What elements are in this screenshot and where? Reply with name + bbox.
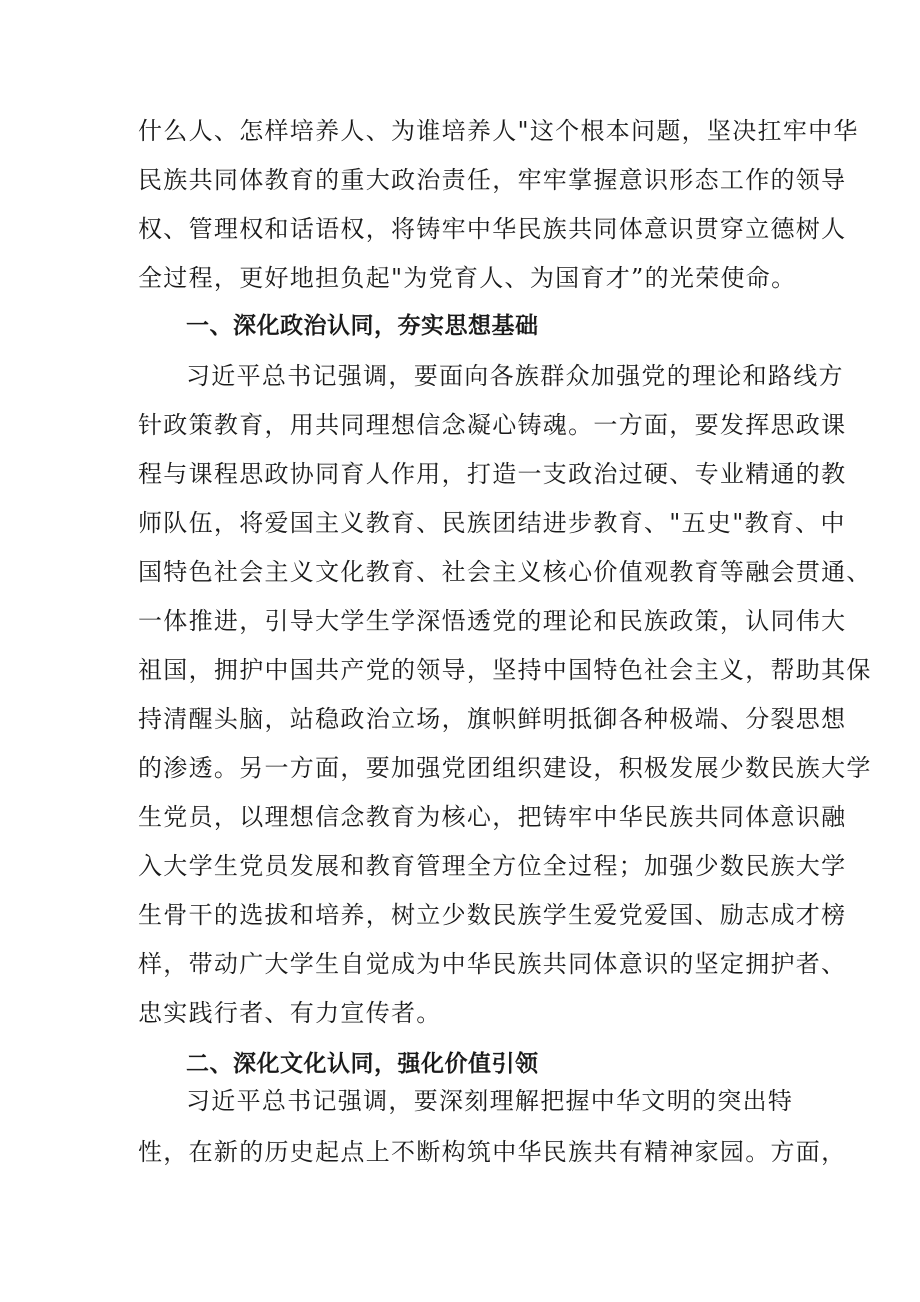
- text-line: 民族共同体教育的重大政治责任，牢牢掌握意识形态工作的领导: [138, 166, 847, 194]
- text-line: 的渗透。另一方面，要加强党团组织建设，积极发展少数民族大学: [138, 754, 872, 782]
- text-line: 忠实践行者、有力宣传者。: [138, 999, 442, 1027]
- text-line: 国特色社会主义文化教育、社会主义核心价值观教育等融会贯通、: [138, 558, 872, 586]
- text-line: 性，在新的历史起点上不断构筑中华民族共有精神家园。方面，: [138, 1138, 847, 1166]
- text-line: 习近平总书记强调，要面向各族群众加强党的理论和路线方: [186, 362, 844, 390]
- text-line: 样，带动广大学生自觉成为中华民族共同体意识的坚定拥护者、: [138, 950, 847, 978]
- text-line: 持清醒头脑，站稳政治立场，旗帜鲜明抵御各种极端、分裂思想: [138, 705, 847, 733]
- section-heading-1: 一、深化政治认同，夯实思想基础: [186, 313, 539, 339]
- text-line: 习近平总书记强调，要深刻理解把握中华文明的突出特: [186, 1087, 794, 1115]
- text-line: 程与课程思政协同育人作用，打造一支政治过硬、专业精通的教: [138, 460, 847, 488]
- text-line: 入大学生党员发展和教育管理全方位全过程；加强少数民族大学: [138, 852, 847, 880]
- text-line: 师队伍，将爱国主义教育、民族团结进步教育、"五史"教育、中: [138, 509, 846, 537]
- section-heading-2: 二、深化文化认同，强化价值引领: [186, 1051, 539, 1077]
- text-line: 什么人、怎样培养人、为谁培养人"这个根本问题，坚决扛牢中华: [138, 117, 859, 145]
- text-line: 一体推进，引导大学生学深悟透党的理论和民族政策，认同伟大: [138, 607, 847, 635]
- text-line: 祖国，拥护中国共产党的领导，坚持中国特色社会主义，帮助其保: [138, 656, 872, 684]
- text-line: 生党员，以理想信念教育为核心，把铸牢中华民族共同体意识融: [138, 803, 847, 831]
- text-line: 权、管理权和话语权，将铸牢中华民族共同体意识贯穿立德树人: [138, 215, 847, 243]
- text-line: 针政策教育，用共同理想信念凝心铸魂。一方面，要发挥思政课: [138, 411, 847, 439]
- text-line: 生骨干的选拔和培养，树立少数民族学生爱党爱国、励志成才榜: [138, 901, 847, 929]
- text-line: 全过程，更好地担负起"为党育人、为国育才”的光荣使命。: [138, 264, 797, 292]
